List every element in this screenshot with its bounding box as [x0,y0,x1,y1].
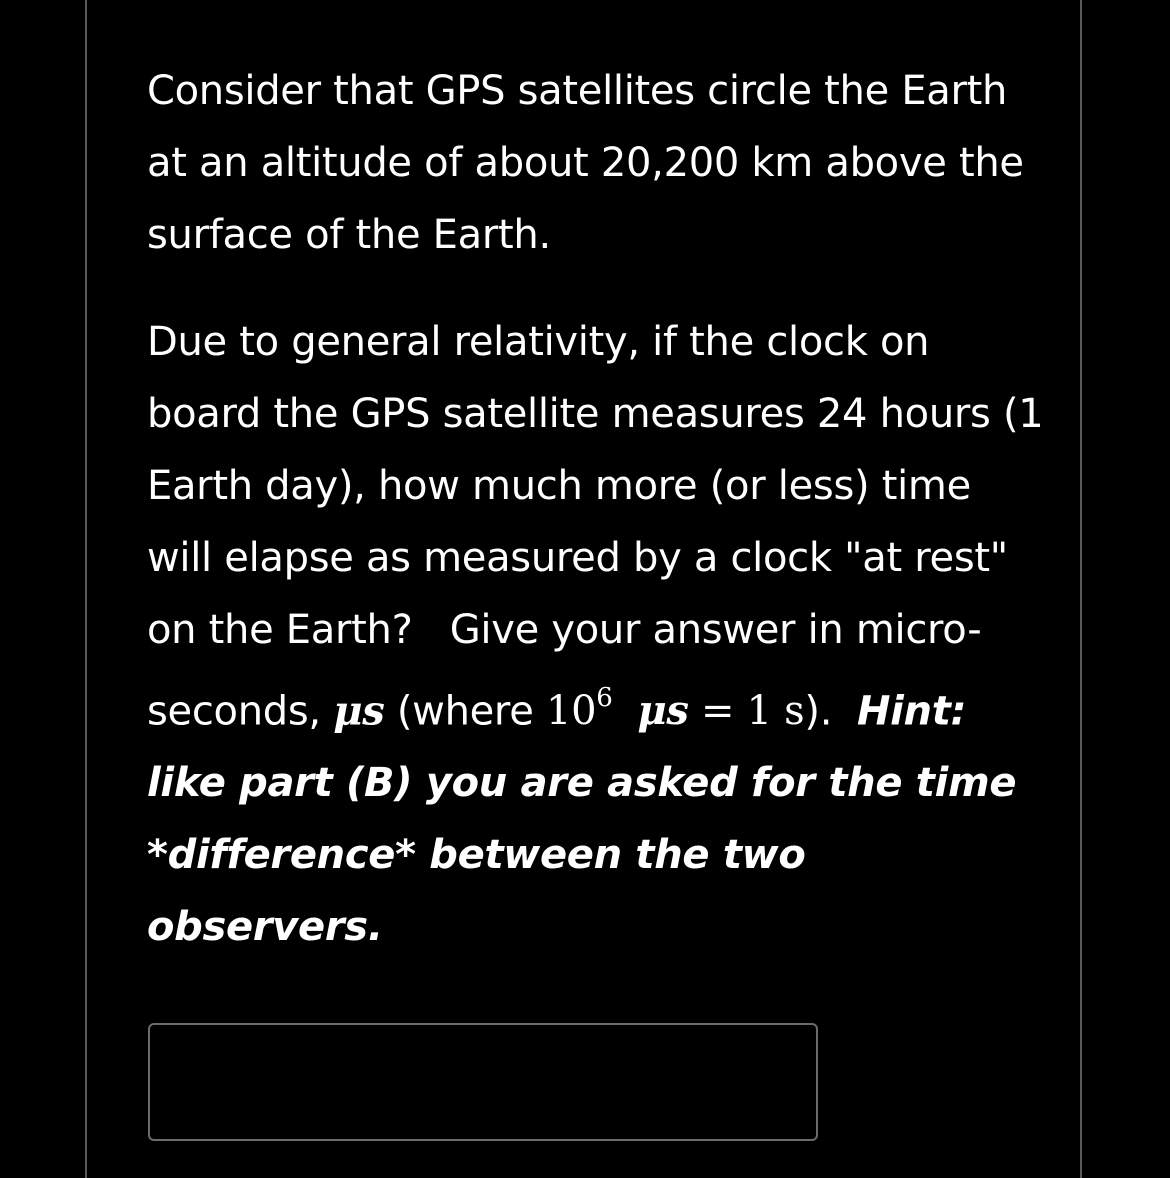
question-paragraph-2 [147,306,1047,963]
where-open-text: (where [384,688,534,735]
math-base: 10 [545,688,597,735]
where-close-text: ). [804,688,857,735]
question-paragraph-1: Consider that GPS satellites circle the Earth at an altitude of about 20,200 km above the surface of the Earth. [147,68,1024,258]
math-rhs: = 1 s [688,688,805,735]
question-main-text: Due to general relativity, if the clock on board the GPS satellite measures 24 hours (1 Earth day), how much more (or less) time will elapse as measured by a clock "at rest" on the Earth? Give your answer in micro-seconds, [147,319,1044,735]
math-expression [545,683,805,735]
math-unit-microseconds: μs [637,687,689,735]
question-text [147,55,1047,963]
answer-input[interactable] [148,1023,818,1141]
math-exponent: 6 [596,683,613,713]
hint-text: Hint: like part (B) you are asked for the time *difference* between the two observers. [147,688,1017,951]
unit-microseconds: μs [333,687,385,735]
